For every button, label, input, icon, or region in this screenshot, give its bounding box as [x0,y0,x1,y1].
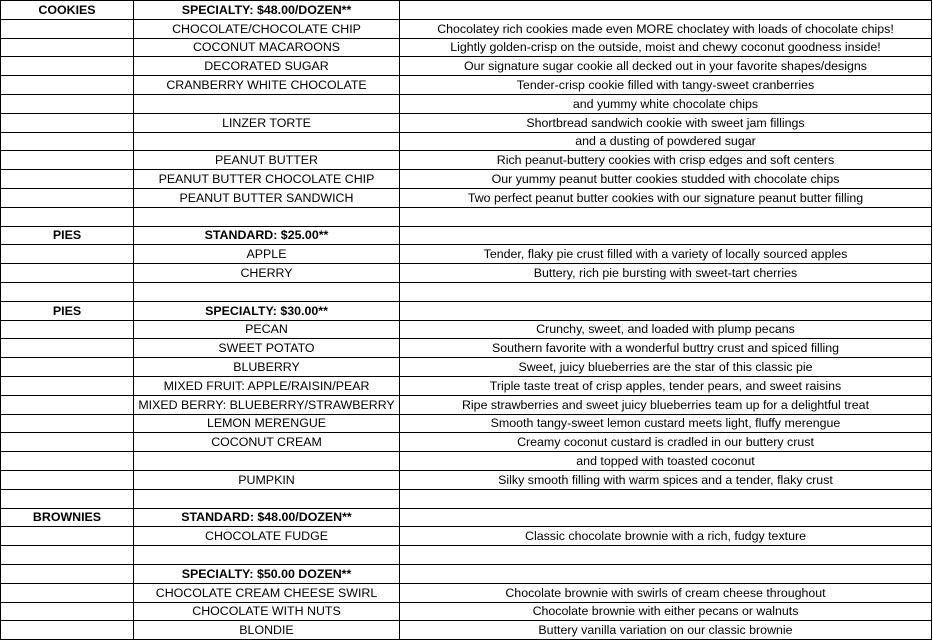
price-heading-cell: STANDARD: $48.00/DOZEN** [134,508,400,527]
table-row [1,320,932,339]
category-cell: BROWNIES [1,508,134,527]
category-cell [1,170,134,189]
description-cell: and topped with toasted coconut [400,452,932,471]
table-row [1,301,932,320]
item-name-cell [134,546,400,565]
description-cell: Triple taste treat of crisp apples, tender pears, and sweet raisins [400,376,932,395]
category-cell [1,245,134,264]
table-row [1,207,932,226]
description-cell [400,282,932,301]
table-row [1,376,932,395]
table-row [1,395,932,414]
item-name-cell: CRANBERRY WHITE CHOCOLATE [134,76,400,95]
item-name-cell [134,489,400,508]
description-cell [400,301,932,320]
category-cell [1,358,134,377]
description-cell [400,489,932,508]
description-cell: Creamy coconut custard is cradled in our buttery crust [400,433,932,452]
table-row [1,508,932,527]
category-cell [1,564,134,583]
table-row [1,19,932,38]
category-cell [1,94,134,113]
description-cell: Southern favorite with a wonderful buttry crust and spiced filling [400,339,932,358]
description-cell: Crunchy, sweet, and loaded with plump pecans [400,320,932,339]
menu-table-body [1,1,932,640]
item-name-cell: CHOCOLATE/CHOCOLATE CHIP [134,19,400,38]
description-cell: Tender, flaky pie crust filled with a variety of locally sourced apples [400,245,932,264]
item-name-cell [134,282,400,301]
description-cell: Chocolatey rich cookies made even MORE choclatey with loads of chocolate chips! [400,19,932,38]
category-cell [1,452,134,471]
table-row [1,414,932,433]
description-cell [400,1,932,20]
item-name-cell: PEANUT BUTTER [134,151,400,170]
table-row [1,546,932,565]
description-cell: Silky smooth filling with warm spices and a tender, flaky crust [400,470,932,489]
category-cell [1,602,134,621]
description-cell: Chocolate brownie with swirls of cream cheese throughout [400,583,932,602]
category-cell [1,38,134,57]
description-cell: Smooth tangy-sweet lemon custard meets light, fluffy merengue [400,414,932,433]
category-cell [1,414,134,433]
description-cell [400,207,932,226]
item-name-cell: PEANUT BUTTER SANDWICH [134,188,400,207]
table-row [1,527,932,546]
category-cell [1,395,134,414]
item-name-cell: LINZER TORTE [134,113,400,132]
item-name-cell: COCONUT MACAROONS [134,38,400,57]
description-cell: Ripe strawberries and sweet juicy blueberries team up for a delightful treat [400,395,932,414]
item-name-cell: COCONUT CREAM [134,433,400,452]
category-cell [1,19,134,38]
item-name-cell [134,132,400,151]
table-row [1,226,932,245]
description-cell: Our yummy peanut butter cookies studded with chocolate chips [400,170,932,189]
price-heading-cell: SPECIALTY: $48.00/DOZEN** [134,1,400,20]
item-name-cell: PEANUT BUTTER CHOCOLATE CHIP [134,170,400,189]
table-row [1,621,932,640]
table-row [1,564,932,583]
category-cell [1,583,134,602]
description-cell [400,564,932,583]
table-row [1,151,932,170]
table-row [1,94,932,113]
item-name-cell: APPLE [134,245,400,264]
table-row [1,452,932,471]
category-cell [1,76,134,95]
price-heading-cell: STANDARD: $25.00** [134,226,400,245]
table-row [1,38,932,57]
table-row [1,245,932,264]
table-row [1,470,932,489]
table-row [1,1,932,20]
table-row [1,602,932,621]
category-cell [1,320,134,339]
category-cell [1,207,134,226]
category-cell [1,470,134,489]
item-name-cell: CHOCOLATE CREAM CHEESE SWIRL [134,583,400,602]
price-heading-cell: SPECIALTY: $30.00** [134,301,400,320]
table-row [1,76,932,95]
category-cell [1,489,134,508]
category-cell [1,527,134,546]
category-cell [1,376,134,395]
category-cell [1,188,134,207]
category-cell [1,151,134,170]
description-cell [400,508,932,527]
item-name-cell: BLONDIE [134,621,400,640]
item-name-cell: CHOCOLATE WITH NUTS [134,602,400,621]
table-row [1,132,932,151]
description-cell [400,226,932,245]
category-cell [1,282,134,301]
item-name-cell: CHERRY [134,264,400,283]
table-row [1,583,932,602]
table-row [1,170,932,189]
description-cell: Tender-crisp cookie filled with tangy-sweet cranberries [400,76,932,95]
item-name-cell: CHOCOLATE FUDGE [134,527,400,546]
table-row [1,113,932,132]
category-cell [1,57,134,76]
category-cell [1,339,134,358]
description-cell: Sweet, juicy blueberries are the star of this classic pie [400,358,932,377]
description-cell: and a dusting of powdered sugar [400,132,932,151]
item-name-cell: SWEET POTATO [134,339,400,358]
item-name-cell: MIXED FRUIT: APPLE/RAISIN/PEAR [134,376,400,395]
description-cell: Our signature sugar cookie all decked out in your favorite shapes/designs [400,57,932,76]
category-cell [1,264,134,283]
item-name-cell: MIXED BERRY: BLUEBERRY/STRAWBERRY [134,395,400,414]
category-cell [1,433,134,452]
item-name-cell: LEMON MERENGUE [134,414,400,433]
table-row [1,339,932,358]
description-cell: Lightly golden-crisp on the outside, moist and chewy coconut goodness inside! [400,38,932,57]
description-cell: Buttery vanilla variation on our classic brownie [400,621,932,640]
category-cell [1,113,134,132]
category-cell [1,132,134,151]
category-cell [1,546,134,565]
description-cell: Buttery, rich pie bursting with sweet-tart cherries [400,264,932,283]
description-cell: and yummy white chocolate chips [400,94,932,113]
category-cell: COOKIES [1,1,134,20]
description-cell [400,546,932,565]
item-name-cell: PUMPKIN [134,470,400,489]
description-cell: Classic chocolate brownie with a rich, fudgy texture [400,527,932,546]
table-row [1,188,932,207]
item-name-cell: PECAN [134,320,400,339]
table-row [1,57,932,76]
item-name-cell: DECORATED SUGAR [134,57,400,76]
item-name-cell [134,452,400,471]
description-cell: Shortbread sandwich cookie with sweet jam fillings [400,113,932,132]
table-row [1,264,932,283]
table-row [1,433,932,452]
price-heading-cell: SPECIALTY: $50.00 DOZEN** [134,564,400,583]
table-row [1,489,932,508]
item-name-cell [134,207,400,226]
item-name-cell: BLUBERRY [134,358,400,377]
description-cell: Two perfect peanut butter cookies with our signature peanut butter filling [400,188,932,207]
item-name-cell [134,94,400,113]
category-cell: PIES [1,226,134,245]
description-cell: Chocolate brownie with either pecans or walnuts [400,602,932,621]
table-row [1,282,932,301]
table-row [1,358,932,377]
description-cell: Rich peanut-buttery cookies with crisp edges and soft centers [400,151,932,170]
category-cell [1,621,134,640]
category-cell: PIES [1,301,134,320]
